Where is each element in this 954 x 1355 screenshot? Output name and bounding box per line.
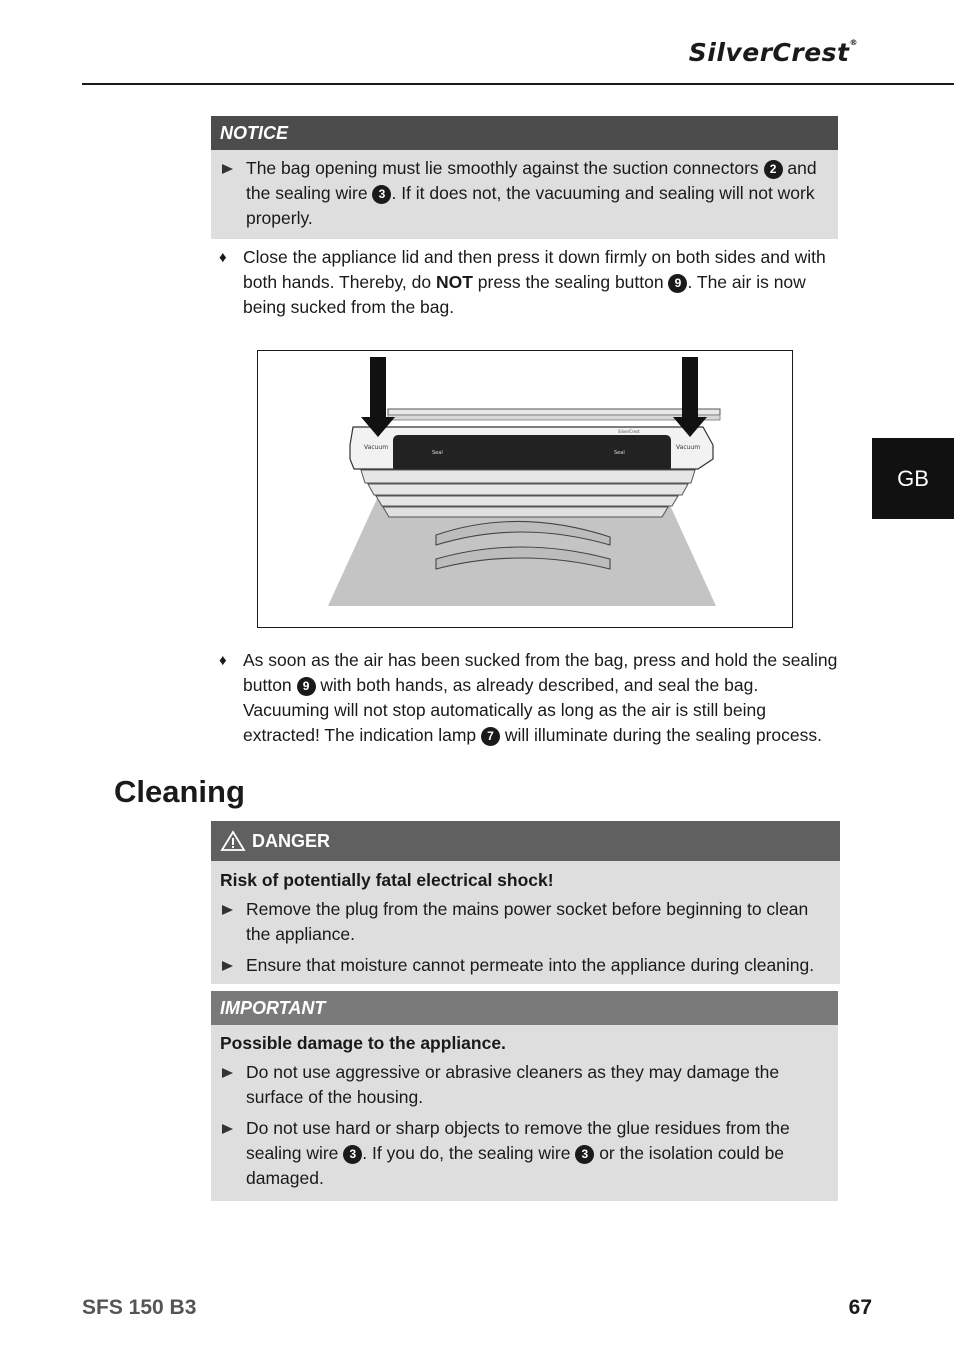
important-item: Do not use hard or sharp objects to remove the glue residues from the sealing wire 3 . If you do, the sealing wire 3 or the isolation could be damaged. (220, 1116, 826, 1191)
ref-number: 7 (481, 727, 500, 746)
vacuum-sealer-drawing (258, 351, 791, 626)
danger-label-bar: DANGER (211, 821, 840, 861)
notice-box (211, 116, 838, 239)
brand-logo: SilverCrest® (688, 38, 858, 67)
header-rule (82, 83, 954, 85)
ref-number: 3 (343, 1145, 362, 1164)
ref-number: 9 (297, 677, 316, 696)
important-label: IMPORTANT (211, 991, 838, 1025)
danger-heading: Risk of potentially fatal electrical shock! (220, 870, 554, 890)
page-number: 67 (848, 1296, 872, 1319)
ref-number: 2 (764, 160, 783, 179)
appliance-logo: SilverCrest (618, 429, 640, 434)
section-title: Cleaning (114, 774, 245, 809)
vacuum-label-right: Vacuum (676, 444, 701, 451)
warning-triangle-icon (220, 830, 246, 852)
appliance-illustration (257, 350, 793, 628)
diamond-bullet-icon: ♦ (219, 652, 227, 669)
ref-number: 3 (575, 1145, 594, 1164)
important-heading: Possible damage to the appliance. (220, 1033, 506, 1053)
danger-box (211, 821, 840, 984)
danger-item: Ensure that moisture cannot permeate into the appliance during cleaning. (220, 953, 828, 978)
seal-label-left: Seal (432, 450, 443, 456)
danger-item: Remove the plug from the mains power socket before beginning to clean the appliance. (220, 897, 828, 947)
seal-label-right: Seal (614, 450, 625, 456)
ref-number: 3 (372, 185, 391, 204)
diamond-bullet-icon: ♦ (219, 249, 227, 266)
instruction-bullet: ♦ As soon as the air has been sucked from the bag, press and hold the sealing button 9 with both hands, as already described, and seal the bag. Vacuuming will not stop automatically as long as the air is still being extracted! The indication lamp 7 will illuminate during the sealing process. (219, 650, 838, 745)
notice-item: The bag opening must lie smoothly against the suction connectors 2 and the sealing wire 3 . If it does not, the vacuuming and sealing will not work properly. (220, 156, 826, 231)
vacuum-label-left: Vacuum (364, 444, 389, 451)
instruction-bullet: ♦ Close the appliance lid and then press it down firmly on both sides and with both hands. Thereby, do NOT press the sealing button 9 . The air is now being sucked from the bag. (219, 247, 826, 317)
model-number: SFS 150 B3 (82, 1296, 197, 1319)
notice-label: NOTICE (211, 116, 838, 150)
important-box (211, 991, 838, 1201)
ref-number: 9 (668, 274, 687, 293)
important-item: Do not use aggressive or abrasive cleaners as they may damage the surface of the housing. (220, 1060, 826, 1110)
language-tab: GB (872, 438, 954, 519)
